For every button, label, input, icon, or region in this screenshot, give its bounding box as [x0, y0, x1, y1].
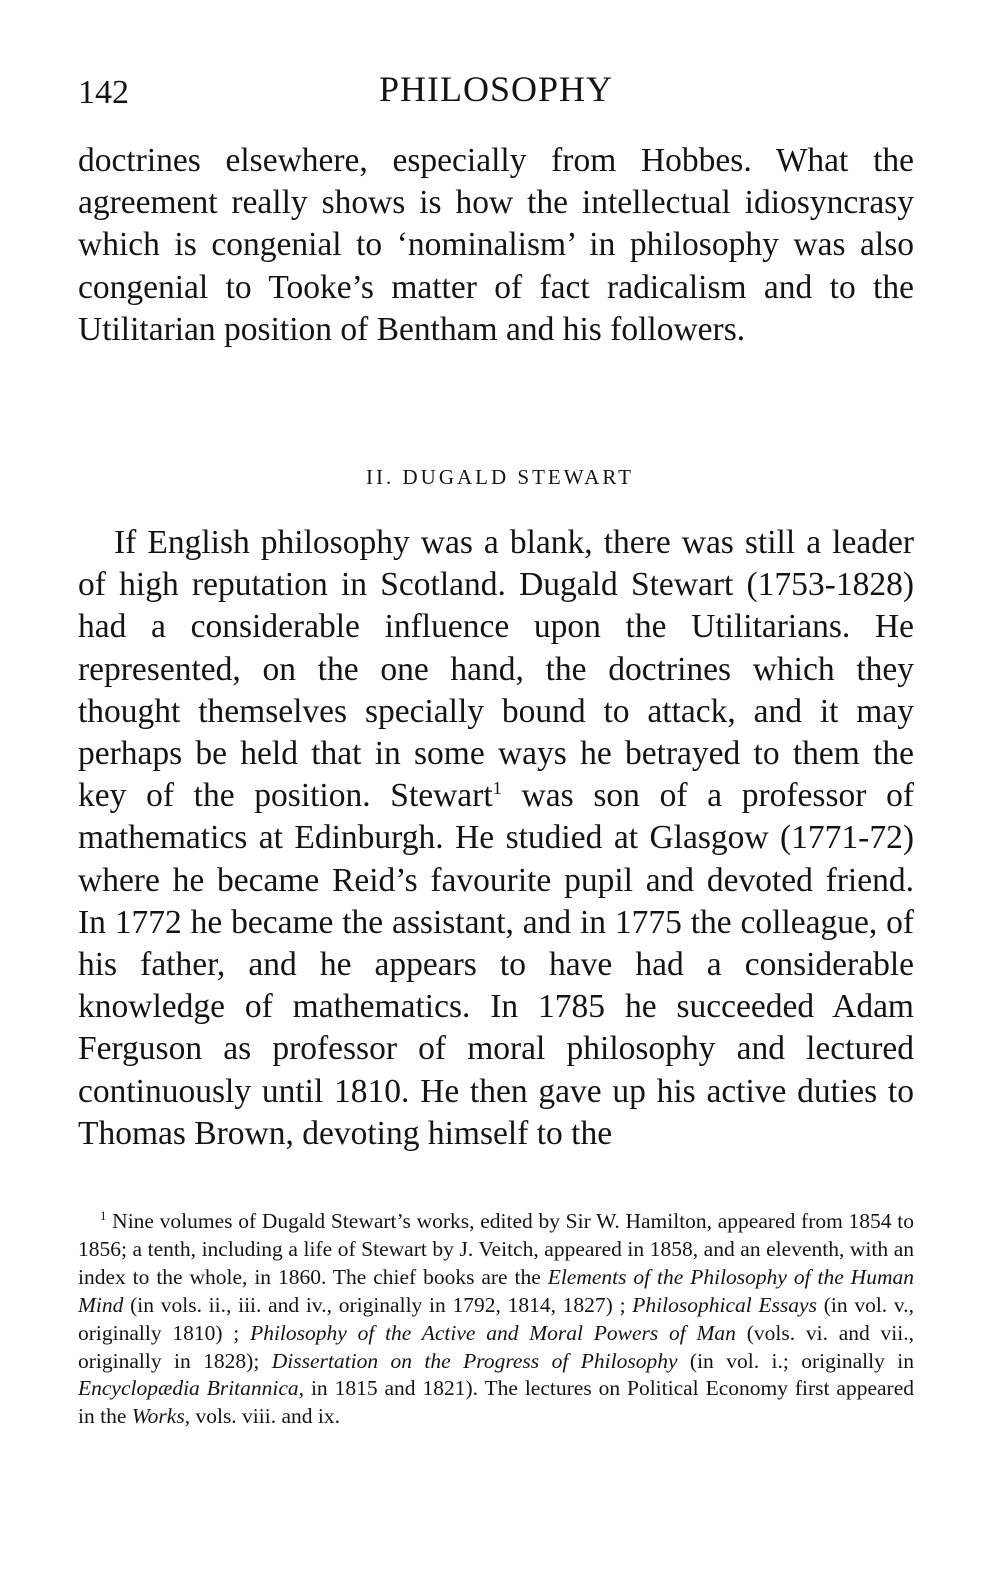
footnote-text: (in vol. v., originally 1810) ; [78, 1292, 915, 1345]
footnote-text: (vols. vi. and vii., originally in 1828); [78, 1320, 914, 1373]
footnote-text: (in vol. i.; originally in [677, 1348, 915, 1373]
book-title: Works, [131, 1404, 191, 1429]
footnote-reference: 1 [492, 778, 502, 799]
book-title: Encyclopædia Britannica, [78, 1376, 305, 1401]
footnote-marker: 1 [100, 1208, 107, 1223]
footnote-text: in 1815 and 1821). The lectures on Political Economy first appeared in the [78, 1376, 914, 1429]
paragraph-continuation: doctrines elsewhere, especially from Hobbes. What the agreement really shows is how the intellectual idiosyncrasy which is congenial to ‘nominalism’ in philosophy was also congenial to Tooke’s matter of fact radicalism and to the Utilitarian position of Bentham and his followers. [78, 142, 914, 348]
section-heading: II. DUGALD STEWART [366, 465, 634, 489]
paragraph-dugald-stewart [78, 522, 914, 1155]
paragraph-text: If English philosophy was a blank, there was still a leader of high reputation in Scotland. Dugald Stewart (1753-1828) had a considerable influence upon the Utilitarians. He represented, on the one hand, the doctrines which they thought themselves specially bound to attack, and it may perhaps be held that in some ways he betrayed to them the key of the position. Stewart [78, 524, 914, 815]
book-title: Elements of the Philosophy of the Human Mind [78, 1264, 914, 1317]
footnote [78, 1208, 914, 1431]
footnote-text: Nine volumes of Dugald Stewart’s works, edited by Sir W. Hamilton, appeared from 1854 to 1856; a tenth, including a life of Stewart by J. Veitch, appeared in 1858, and an eleventh, with an index to the whole, in 1860. The chief books are the [78, 1209, 914, 1289]
running-title: PHILOSOPHY [378, 69, 614, 109]
running-head [78, 68, 914, 120]
footnote-text: (in vols. ii., iii. and iv., originally in 1792, 1814, 1827) ; [123, 1292, 633, 1317]
book-title: Dissertation on the Progress of Philosophy [271, 1348, 678, 1373]
footnote-text: vols. viii. and ix. [190, 1404, 340, 1429]
book-title: Philosophical Essays [632, 1292, 817, 1317]
paragraph-text: was son of a professor of mathematics at Edinburgh. He studied at Glasgow (1771-72) where he became Reid’s favourite pupil and devoted friend. In 1772 he became the assistant, and in 1775 the colleague, of his father, and he appears to have had a considerable knowledge of mathematics. In 1785 he succeeded Adam Ferguson as professor of moral philosophy and lectured continuously until 1810. He then gave up his active duties to Thomas Brown, devoting himself to the [78, 777, 914, 1152]
page-number: 142 [78, 74, 129, 111]
book-title: Philosophy of the Active and Moral Powers of Man [250, 1320, 736, 1345]
